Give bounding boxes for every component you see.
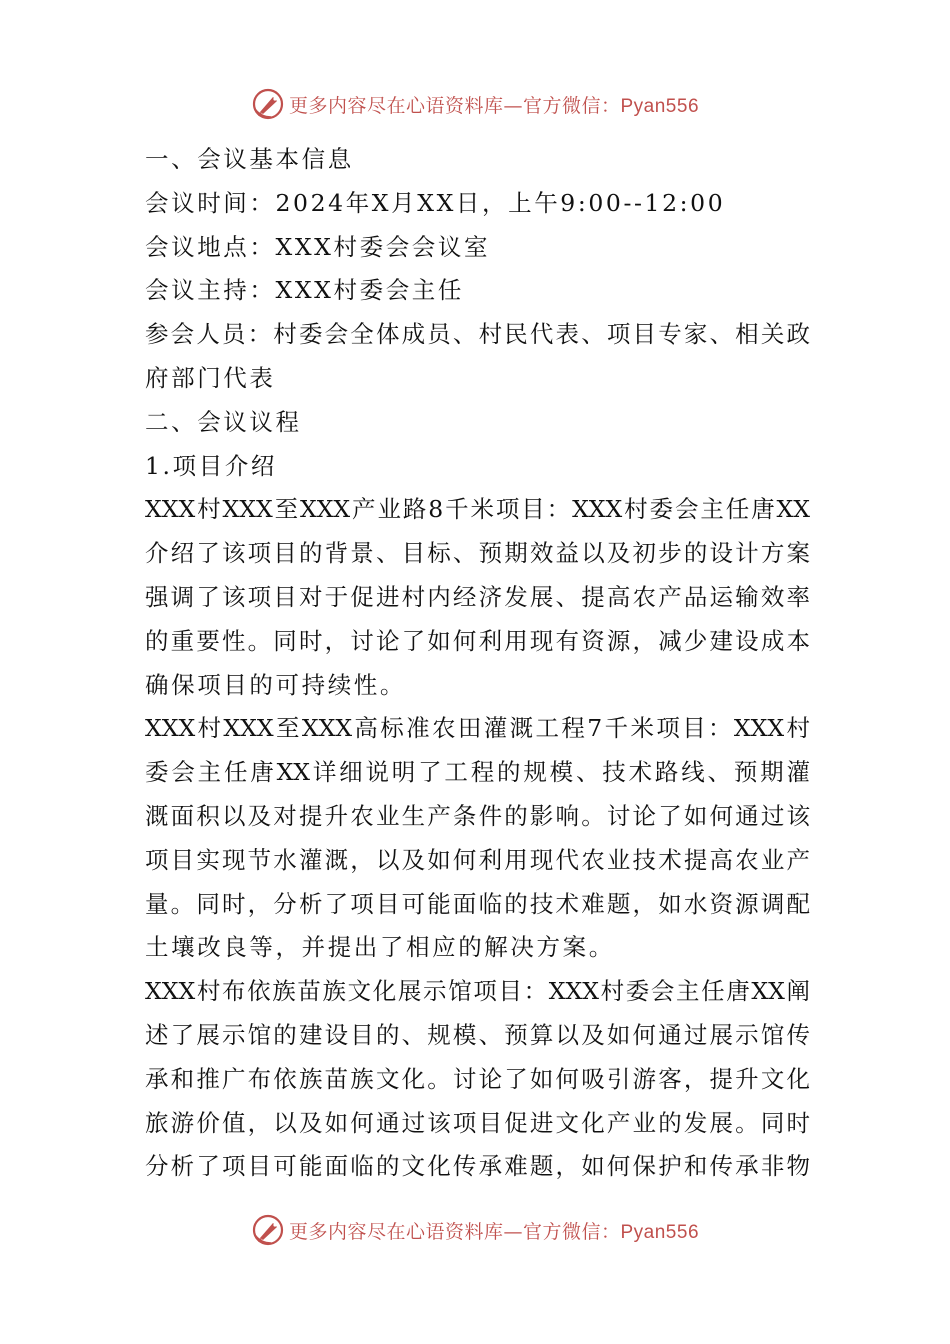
text-line: 强调了该项目对于促进村内经济发展、提高农产品运输效率 — [145, 582, 810, 611]
text-line: 述了展示馆的建设目的、规模、预算以及如何通过展示馆传 — [145, 1020, 810, 1049]
watermark-suffix: 官方微信： — [522, 94, 621, 117]
watermark-title: 更多内容尽在心语资料库 — [288, 94, 504, 117]
pen-nib-logo-icon — [251, 1213, 285, 1247]
text-line: 介绍了该项目的背景、目标、预期效益以及初步的设计方案 — [145, 539, 810, 568]
watermark-text — [289, 1217, 699, 1244]
watermark-wechat-id: Pyan556 — [620, 1221, 700, 1243]
text-line: 参会人员：村委会全体成员、村民代表、项目专家、相关政 — [145, 320, 810, 349]
text-line: 会议时间：2024年X月XX日，上午9:00--12:00 — [145, 188, 726, 217]
document-body — [145, 138, 810, 1189]
watermark-title: 更多内容尽在心语资料库 — [288, 1220, 504, 1243]
text-line: 会议主持：XXX村委会主任 — [145, 276, 464, 305]
watermark-separator: — — [503, 94, 523, 117]
footer-watermark-banner — [0, 1210, 950, 1250]
text-line: 分析了项目可能面临的文化传承难题，如何保护和传承非物 — [145, 1152, 810, 1181]
header-watermark-banner — [0, 84, 950, 124]
watermark-suffix: 官方微信： — [522, 1220, 621, 1243]
text-line: 1.项目介绍 — [145, 451, 278, 480]
watermark-separator: — — [503, 1220, 523, 1243]
watermark-wechat-id: Pyan556 — [620, 95, 700, 117]
text-line: 府部门代表 — [145, 363, 276, 392]
text-line: XXX村布依族苗族文化展示馆项目：XXX村委会主任唐XX阐 — [145, 977, 810, 1006]
text-line: 委会主任唐XX详细说明了工程的规模、技术路线、预期灌 — [145, 758, 810, 787]
text-line: 二、会议议程 — [145, 407, 302, 436]
text-line: 承和推广布依族苗族文化。讨论了如何吸引游客，提升文化 — [145, 1064, 810, 1093]
pen-nib-logo-icon — [251, 87, 285, 121]
text-line: 会议地点：XXX村委会会议室 — [145, 232, 491, 261]
text-line: XXX村XXX至XXX产业路8千米项目：XXX村委会主任唐XX — [145, 495, 810, 524]
text-line: 旅游价值，以及如何通过该项目促进文化产业的发展。同时 — [145, 1108, 810, 1137]
text-line: XXX村XXX至XXX高标准农田灌溉工程7千米项目：XXX村 — [145, 714, 810, 743]
text-line: 的重要性。同时，讨论了如何利用现有资源，减少建设成本 — [145, 626, 810, 655]
watermark-text — [289, 91, 699, 118]
text-line: 量。同时，分析了项目可能面临的技术难题，如水资源调配 — [145, 889, 810, 918]
text-line: 项目实现节水灌溉，以及如何利用现代农业技术提高农业产 — [145, 845, 810, 874]
text-line: 溉面积以及对提升农业生产条件的影响。讨论了如何通过该 — [145, 801, 810, 830]
text-line: 确保项目的可持续性。 — [145, 670, 406, 699]
text-line: 土壤改良等，并提出了相应的解决方案。 — [145, 933, 615, 962]
text-line: 一、会议基本信息 — [145, 145, 354, 173]
